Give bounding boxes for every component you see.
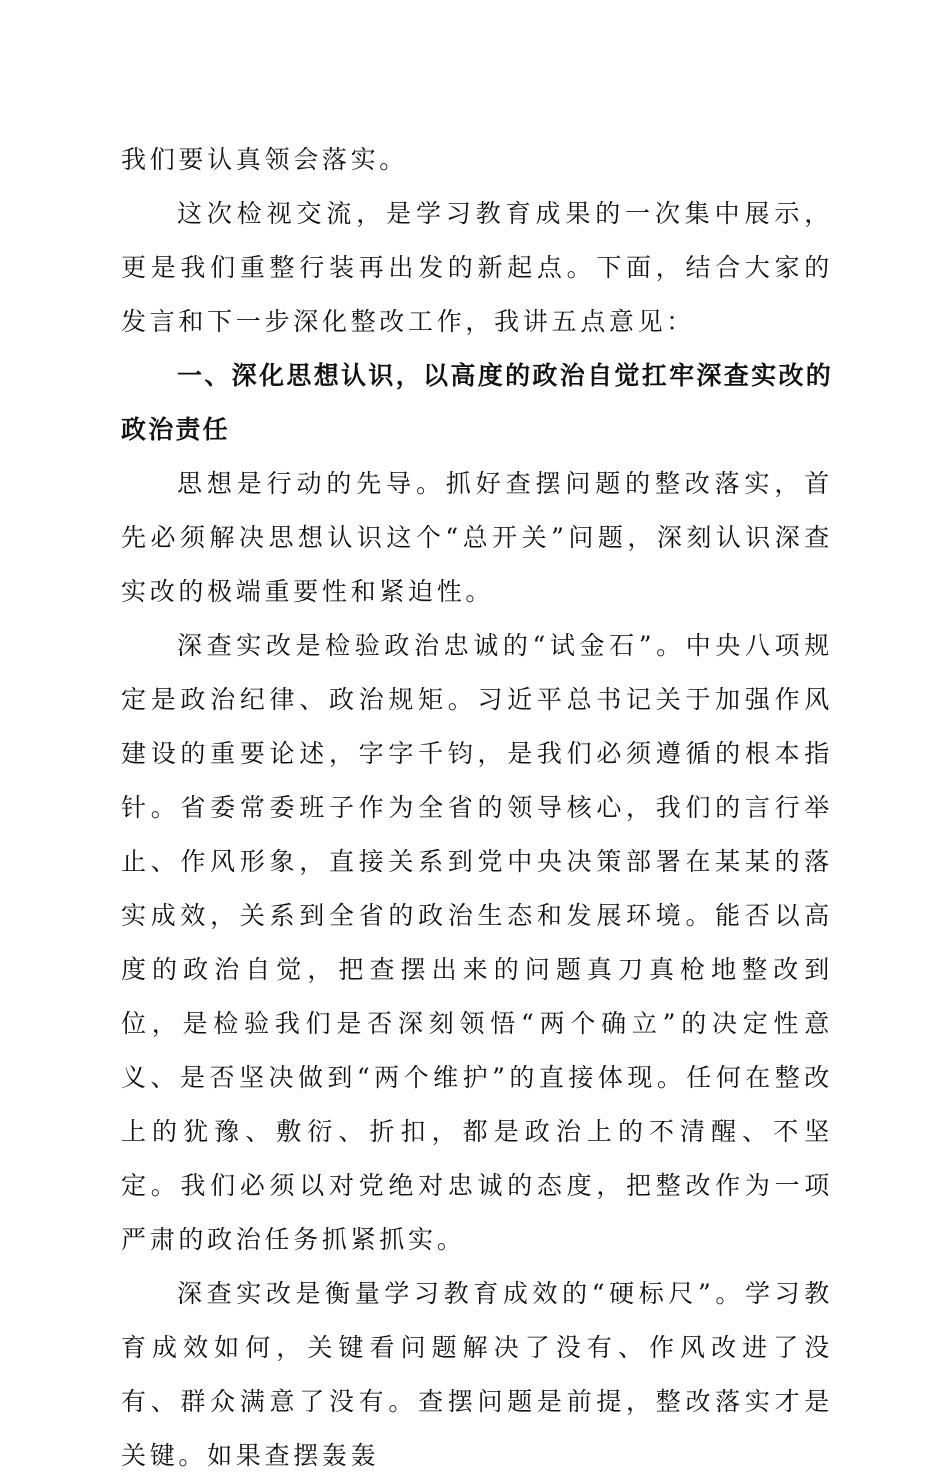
- paragraph-intro: 这次检视交流，是学习教育成果的一次集中展示，更是我们重整行装再出发的新起点。下面，结合大家的发言和下一步深化整改工作，我讲五点意见：: [121, 199, 833, 336]
- paragraph-touchstone: 深查实改是检验政治忠诚的“试金石”。中央八项规定是政治纪律、政治规矩。习近平总书记关于加强作风建设的重要论述，字字千钧，是我们必须遵循的根本指针。省委常委班子作为全省的领导核心，我们的言行举止、作风形象，直接关系到党中央决策部署在某某的落实成效，关系到全省的政治生态和发展环境。能否以高度的政治自觉，把查摆出来的问题真刀真枪地整改到位，是检验我们是否深刻领悟“两个确立”的决定性意义、是否坚决做到“两个维护”的直接体现。任何在整改上的犹豫、敷衍、折扣，都是政治上的不清醒、不坚定。我们必须以对党绝对忠诚的态度，把整改作为一项严肃的政治任务抓紧抓实。: [121, 631, 833, 1254]
- paragraph-continuation: 我们要认真领会落实。: [121, 145, 409, 174]
- paragraph-thought: 思想是行动的先导。抓好查摆问题的整改落实，首先必须解决思想认识这个“总开关”问题，深刻认识深查实改的极端重要性和紧迫性。: [121, 469, 833, 606]
- document-body: [121, 133, 833, 1483]
- section-heading-one: 一、深化思想认识，以高度的政治自觉扛牢深查实改的政治责任: [121, 361, 833, 444]
- paragraph-yardstick: 深查实改是衡量学习教育成效的“硬标尺”。学习教育成效如何，关键看问题解决了没有、作风改进了没有、群众满意了没有。查摆问题是前提，整改落实才是关键。如果查摆轰轰: [121, 1279, 833, 1470]
